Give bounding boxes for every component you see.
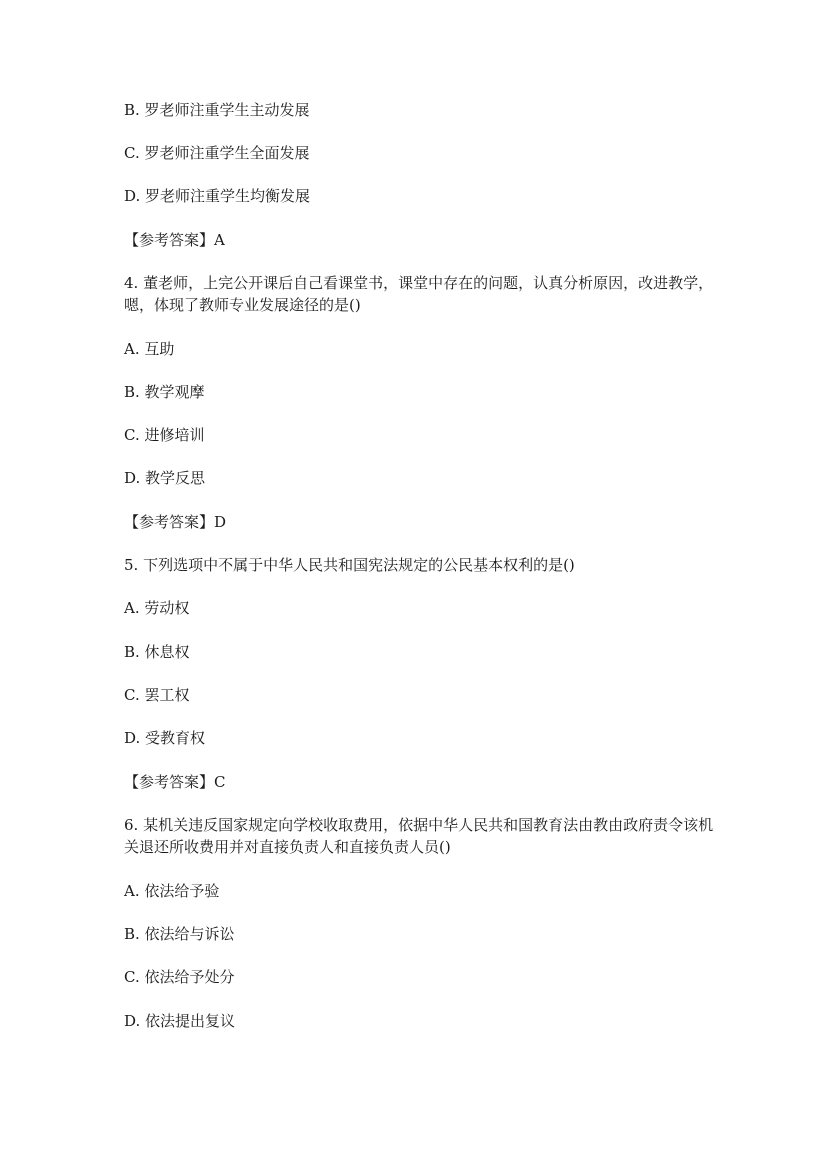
- q6-option-a: A. 依法给予验: [124, 882, 220, 900]
- q3-option-d: D. 罗老师注重学生均衡发展: [124, 187, 311, 205]
- q3-option-b: B. 罗老师注重学生主动发展: [124, 101, 310, 119]
- q6-option-b: B. 依法给与诉讼: [124, 925, 235, 943]
- q6-stem-line1: 6. 某机关违反国家规定向学校收取费用，依据中华人民共和国教育法由教由政府责令该机: [124, 816, 714, 834]
- q4-option-a: A. 互助: [124, 340, 175, 358]
- q5-stem: 5. 下列选项中不属于中华人民共和国宪法规定的公民基本权利的是(): [124, 556, 575, 574]
- q5-option-c: C. 罢工权: [124, 686, 190, 704]
- q4-answer: 【参考答案】D: [124, 513, 227, 531]
- q6-stem-line2: 关退还所收费用并对直接负责人和直接负责人员(): [124, 838, 451, 856]
- q5-option-b: B. 休息权: [124, 643, 190, 661]
- q4-stem-line1: 4. 董老师，上完公开课后自己看课堂书，课堂中存在的问题，认真分析原因，改进教学，: [124, 274, 714, 292]
- q6-option-c: C. 依法给予处分: [124, 968, 235, 986]
- q4-option-c: C. 进修培训: [124, 426, 205, 444]
- q3-option-c: C. 罗老师注重学生全面发展: [124, 144, 310, 162]
- q4-option-b: B. 教学观摩: [124, 383, 205, 401]
- q5-option-a: A. 劳动权: [124, 599, 190, 617]
- q5-answer: 【参考答案】C: [124, 773, 226, 791]
- q6-option-d: D. 依法提出复议: [124, 1012, 236, 1030]
- q5-option-d: D. 受教育权: [124, 729, 206, 747]
- q3-answer: 【参考答案】A: [124, 231, 225, 249]
- q4-option-d: D. 教学反思: [124, 469, 206, 487]
- q4-stem-line2: 嗯，体现了教师专业发展途径的是(): [124, 296, 361, 314]
